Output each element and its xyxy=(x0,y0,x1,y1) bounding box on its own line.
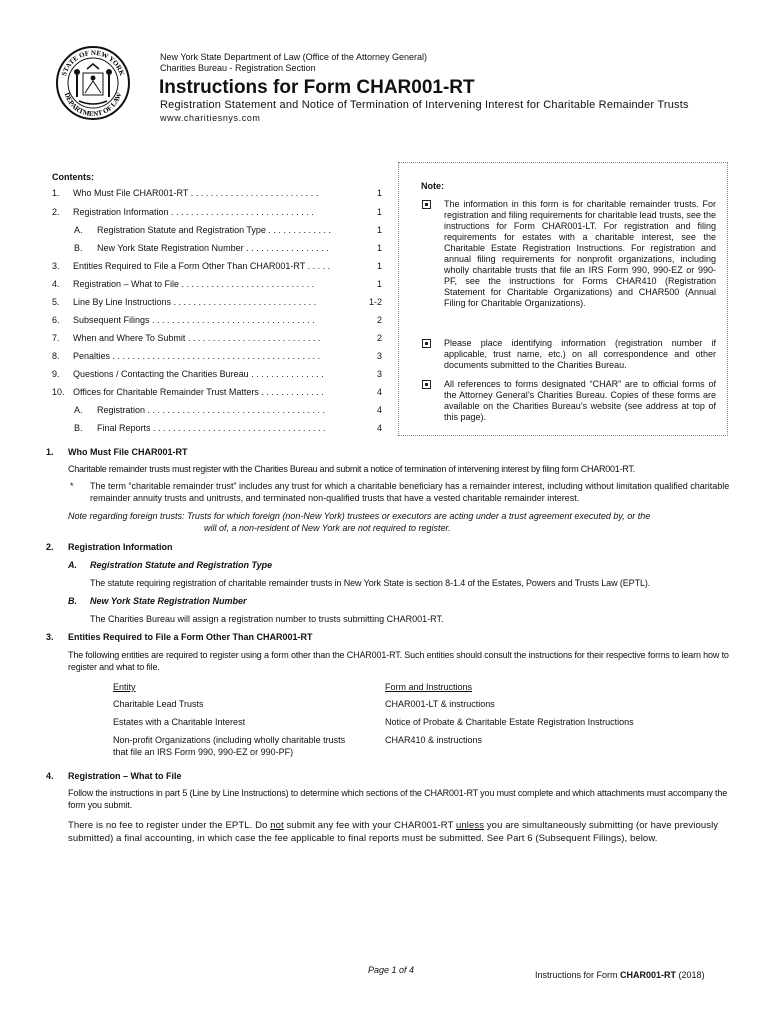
contents-heading: Contents: xyxy=(52,172,94,182)
form-column-header: Form and Instructions xyxy=(385,682,473,692)
sec1-heading: Who Must File CHAR001-RT xyxy=(68,447,188,457)
sec2-number: 2. xyxy=(46,542,54,552)
sec1-foreign-note-1: Note regarding foreign trusts: Trusts for which foreign (non-New York) trustees or executors are acting under a trust agreement executed by, or the xyxy=(68,511,651,521)
checkbox-bullet-icon xyxy=(422,380,431,389)
sec4-number: 4. xyxy=(46,771,54,781)
sec2b-text: The Charities Bureau will assign a registration number to trusts submitting CHAR001-RT. xyxy=(90,614,444,624)
sec2a-label: A. xyxy=(68,560,77,570)
sec4-heading: Registration – What to File xyxy=(68,771,182,781)
sec1-foreign-note-2: will of, a non-resident of New York are not required to register. xyxy=(204,523,451,533)
sec2b-label: B. xyxy=(68,596,77,606)
note-bullet-2: Please place identifying information (registration number if applicable, trust name, etc.) on all correspondence and other documents submitted to the Charities Bureau. xyxy=(444,338,716,370)
note-bullet-3: All references to forms designated “CHAR” are to official forms of the Attorney General’s Charities Bureau. Copies of these forms are available on the Charities Bureau’s website (see address at top of this page). xyxy=(444,379,716,422)
checkbox-bullet-icon xyxy=(422,339,431,348)
sec1-number: 1. xyxy=(46,447,54,457)
checkbox-bullet-icon xyxy=(422,200,431,209)
ny-state-seal-icon xyxy=(55,45,131,121)
sec4-paragraph-1: Follow the instructions in part 5 (Line by Line Instructions) to determine which sections of the CHAR001-RT you must complete and which attachments must accompany the form you submit. xyxy=(68,788,728,810)
sec3-number: 3. xyxy=(46,632,54,642)
sec4-paragraph-2: There is no fee to register under the EPTL. Do not submit any fee with your CHAR001-RT unless you are simultaneously submitting (or have previously submitted) a final accounting, in which case the fee applicable to final reports must be submitted. See Part 6 (Subsequent Filings), below. xyxy=(68,820,719,844)
sec3-paragraph: The following entities are required to register using a form other than the CHAR001-RT. Such entities should consult the instructions for their respective forms to learn how to register and what to file. xyxy=(68,650,729,672)
sec3-heading: Entities Required to File a Form Other Than CHAR001-RT xyxy=(68,632,313,642)
table-row-form: CHAR410 & instructions xyxy=(385,735,483,745)
sec2a-heading: Registration Statute and Registration Type xyxy=(90,560,273,570)
table-row-form: Notice of Probate & Charitable Estate Registration Instructions xyxy=(385,717,634,727)
svg-text:STATE OF NEW YORK: STATE OF NEW YORK xyxy=(60,48,126,77)
svg-text:DEPARTMENT OF LAW: DEPARTMENT OF LAW xyxy=(62,91,124,119)
website-link[interactable]: www.charitiesnys.com xyxy=(160,113,261,123)
table-row-entity: Non-profit Organizations (including wholly charitable trusts that file an IRS Form 990, 990-EZ or 990-PF) xyxy=(113,735,346,757)
table-row-entity: Estates with a Charitable Interest xyxy=(113,717,246,727)
table-of-contents: 1. Who Must File CHAR001-RT . . . . . . . . . . . . . . . . . . . . . . . . . . 1 2. Registration Information . . . . . . . . . . . . . . . . . . . . . . . . . . . . . 1 A. Registration Statute and Registration Type . . . . . . . . . . . . . 1 B. New York State Registration Number . . . . . . . . . . . . . . . . . 1 3. Entities Required to File a Form Other Than CHAR001-RT . . . . . 1 4. Registration – What to File . . . . . . . . . . . . . . . . . . . . . . . . . . . 1 5. Line By Line Instructions . . . . . . . . . . . . . . . . . . . . . . . . . . . . . 1-2 6. Subsequent Filings . . . . . . . . . . . . . . . . . . . . . . . . . . . . . . . . . 2 7. When and Where To Submit . . . . . . . . . . . . . . . . . . . . . . . . . . . 2 8. Penalties . . . . . . . . . . . . . . . . . . . . . . . . . . . . . . . . . . . . . . . . . . 3 9. Questions / Contacting the Charities Bureau . . . . . . . . . . . . . . . 3 10. Offices for Charitable Remainder Trust Matters . . . . . . . . . . . . . 4 A. Registration . . . . . . . . . . . . . . . . . . . . . . . . . . . . . . . . . . . . 4 B. Final Reports . . . . . . . . . . . . . . . . . . . . . . . . . . . . . . . . . . . 4 xyxy=(52,188,382,433)
sec2a-text: The statute requiring registration of charitable remainder trusts in New York State is section 8-1.4 of the Estates, Powers and Trusts Law (EPTL). xyxy=(90,578,651,588)
table-row-form: CHAR001-LT & instructions xyxy=(385,699,495,709)
table-row-entity: Charitable Lead Trusts xyxy=(113,699,204,709)
note-title: Note: xyxy=(421,181,444,191)
header-dept: New York State Department of Law (Office of the Attorney General) xyxy=(160,52,427,62)
footer-form-label: Instructions for Form CHAR001-RT (2018) xyxy=(535,970,705,980)
entity-column-header: Entity xyxy=(113,682,136,692)
sec1-asterisk: * xyxy=(70,481,74,491)
note-bullet-1: The information in this form is for charitable remainder trusts. For registration and filing requirements for charitable lead trusts, see the instructions for Form CHAR001-LT. For registration and filing requirements for estates with a charitable interest, see the Charitable Estate Registration Instructions. For registration and annual filing requirements for nonprofit organizations, including wholly charitable trusts that file an IRS Form 990, 990-EZ or 990-PF, see the instructions for Forms CHAR410 (Registration Statement for Charitable Organizations) and CHAR500 (Annual Filing for Charitable Organizations). xyxy=(444,199,716,308)
page-title: Instructions for Form CHAR001-RT xyxy=(159,77,475,98)
page-subtitle: Registration Statement and Notice of Termination of Intervening Interest for Charitable Remainder Trusts xyxy=(160,99,689,111)
sec2b-heading: New York State Registration Number xyxy=(90,596,247,606)
sec1-paragraph: Charitable remainder trusts must register with the Charities Bureau and submit a notice of termination of intervening interest by filing form CHAR001-RT. xyxy=(68,464,635,474)
page-number: Page 1 of 4 xyxy=(368,965,415,975)
header-bureau: Charities Bureau - Registration Section xyxy=(160,63,316,73)
sec1-definition: The term “charitable remainder trust” includes any trust for which a charitable beneficiary has a remainder interest, including without limitation qualified charitable remainder annuity trusts and unitrusts, and terminated non-qualified trusts that have a vested charitable remainder interest. xyxy=(90,481,730,503)
sec2-heading: Registration Information xyxy=(68,542,173,552)
note-box xyxy=(398,162,728,436)
